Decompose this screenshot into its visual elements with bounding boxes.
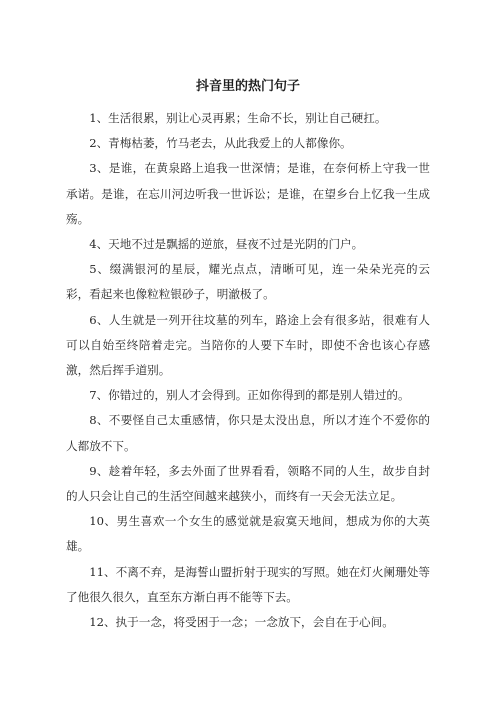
paragraph-3: 3、是谁，在黄泉路上追我一世深情；是谁，在奈何桥上守我一世承诺。是谁，在忘川河边听我一世诉讼；是谁，在望乡台上忆我一生成殇。 [66, 161, 430, 226]
paragraph-7: 7、你错过的，别人才会得到。正如你得到的都是别人错过的。 [89, 388, 410, 403]
paragraph-8: 8、不要怪自己太重感情，你只是太没出息，所以才连个不爱你的人都放不下。 [66, 413, 430, 453]
paragraph-9: 9、趁着年轻，多去外面了世界看看，领略不同的人生，故步自封的人只会让自己的生活空间越来越狭小，而终有一天会无法立足。 [66, 463, 430, 504]
paragraph-2: 2、青梅枯萎，竹马老去，从此我爱上的人都像你。 [89, 136, 352, 151]
paragraph-10: 10、男生喜欢一个女生的感觉就是寂寞天地间，想成为你的大英雄。 [66, 514, 430, 554]
paragraph-12: 12、执于一念，将受困于一念；一念放下，会自在于心间。 [89, 615, 394, 630]
paragraph-11: 11、不离不弃，是海誓山盟折射于现实的写照。她在灯火阑珊处等了他很久很久，直至东方渐白再不能等下去。 [66, 564, 430, 604]
paragraph-5: 5、缀满银河的星辰，耀光点点，清晰可见，连一朵朵光亮的云彩，看起来也像粒粒银砂子，明澈极了。 [66, 262, 430, 302]
paragraph-6: 6、人生就是一列开往坟墓的列车，路途上会有很多站，很难有人可以自始至终陪着走完。当陪你的人要下车时，即使不舍也该心存感激，然后挥手道别。 [66, 312, 430, 378]
document-title: 抖音里的热门句子 [195, 79, 300, 94]
paragraph-4: 4、天地不过是飘摇的逆旅，昼夜不过是光阴的门户。 [89, 237, 364, 252]
paragraph-1: 1、生活很累，别让心灵再累；生命不长，别让自己硬扛。 [89, 111, 387, 125]
